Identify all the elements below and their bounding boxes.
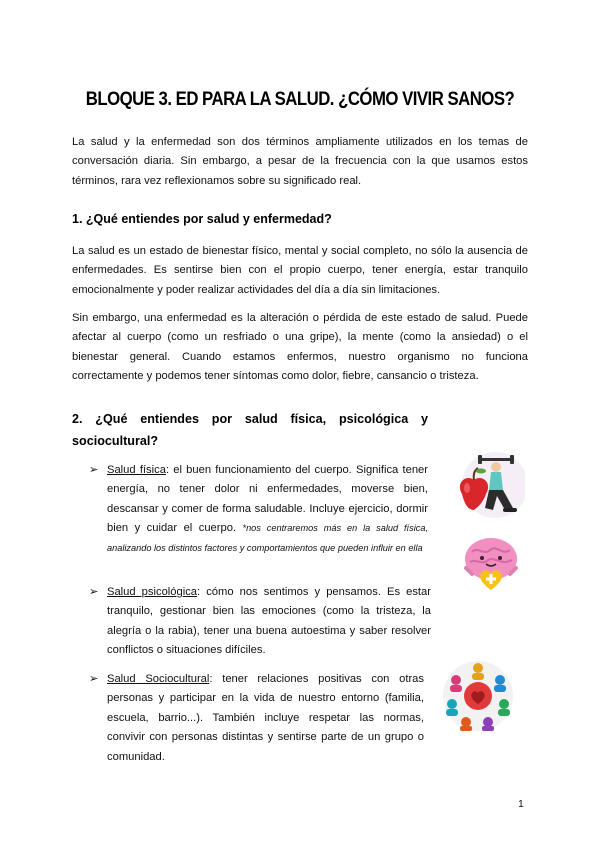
bullet-sociocultural-health [107, 670, 424, 767]
section1-paragraph-2: Sin embargo, una enfermedad es la alteración o pérdida de este estado de salud. Puede afectar al cuerpo (como un resfriado o una gripe), la mente (como la ansiedad) o el bienestar general. Cuando estamos enfermos, nuestro organismo no funciona correctamente y podemos tener síntomas como dolor, fiebre, cansancio o tristeza. [72, 312, 528, 383]
bullet-physical-health [107, 461, 428, 558]
psychological-health-text: : cómo nos sentimos y pensamos. Es estar tranquilo, gestionar bien las emociones (como la tristeza, la alegría o la rabia), tener una buena autoestima y saber resolver conflictos o situaciones difíciles. [107, 586, 431, 657]
term-physical-health: Salud física [107, 464, 166, 476]
community-heart-icon [442, 660, 514, 732]
page-number: 1 [518, 798, 524, 810]
fitness-apple-icon [453, 450, 525, 520]
physical-health-text: : el buen funcionamiento del cuerpo. Significa tener energía, no tener dolor ni enfermedades, moverse bien, descansar y comer de forma saludable. Incluye ejercicio, dormir bien y cuidar el cuerpo. [107, 464, 428, 535]
bullet-psychological-health-a [107, 583, 431, 661]
term-sociocultural-health: Salud Sociocultural [107, 673, 210, 685]
term-psychological-health: Salud psicológica [107, 586, 198, 598]
physical-health-note: *nos centraremos más en la salud física, analizando los distintos factores y comportamientos que pueden influir en ella [107, 523, 429, 553]
intro-paragraph: La salud y la enfermedad son dos términos ampliamente utilizados en los temas de conversación diaria. Sin embargo, a pesar de la frecuencia con la que usamos estos términos, rara vez reflexionamos sobre su significado real. [72, 136, 528, 187]
bullet-arrow-icon: ➢ [89, 586, 99, 598]
page-title: BLOQUE 3. ED PARA LA SALUD. ¿CÓMO VIVIR SANOS? [85, 88, 515, 110]
section2-heading: 2. ¿Qué entiendes por salud física, psicológica y sociocultural? [72, 412, 428, 448]
bullet-arrow-icon: ➢ [89, 673, 99, 685]
bullet-arrow-icon: ➢ [89, 464, 99, 476]
section1-heading: 1. ¿Qué entiendes por salud y enfermedad? [72, 212, 332, 226]
sociocultural-health-text: : tener relaciones positivas con otras personas y participar en la vida de nuestro entorno (familia, escuela, barrio...). También incluye respetar las normas, convivir con personas distintas y sentirse parte de un grupo o comunidad. [107, 673, 424, 763]
brain-heart-icon [460, 532, 522, 592]
section1-paragraph-1: La salud es un estado de bienestar físico, mental y social completo, no sólo la ausencia de enfermedades. Es sentirse bien con el propio cuerpo, tener energía, estar tranquilo emocionalmente y poder realizar actividades del día a día sin limitaciones. [72, 245, 528, 296]
